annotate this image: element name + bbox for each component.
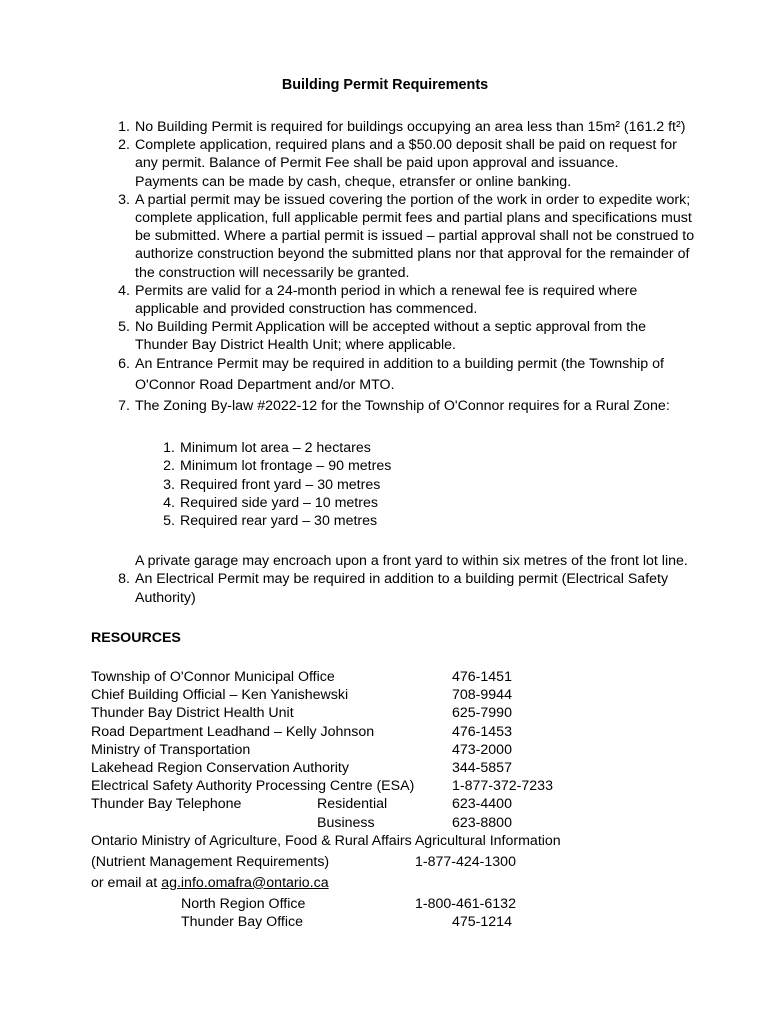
list-number: 4. <box>118 282 130 299</box>
resource-name: Chief Building Official – Ken Yanishewski <box>91 687 349 704</box>
resource-row <box>91 832 691 853</box>
resource-phone: 625-7990 <box>452 705 512 722</box>
resource-row <box>91 668 691 686</box>
list-text: A partial permit may be issued covering the portion of the work in order to expedite work; <box>135 191 691 208</box>
list-item <box>108 191 708 282</box>
list-text: applicable and provided construction has commenced. <box>135 301 478 318</box>
list-number: 1. <box>163 440 175 457</box>
zoning-note: A private garage may encroach upon a front yard to within six metres of the front lot line. <box>135 553 688 570</box>
resource-phone: 708-9944 <box>452 687 512 704</box>
resource-sublabel: North Region Office <box>181 895 306 912</box>
list-text: the construction will necessarily be granted. <box>135 264 410 281</box>
resource-name: Thunder Bay District Health Unit <box>91 705 294 722</box>
list-text: Authority) <box>135 589 196 606</box>
resource-phone: 623-4400 <box>452 796 512 813</box>
email-link[interactable]: ag.info.omafra@ontario.ca <box>161 874 329 891</box>
resource-row <box>91 759 691 777</box>
resource-row <box>91 814 691 832</box>
list-number: 7. <box>118 398 130 415</box>
list-text: Minimum lot area – 2 hectares <box>180 440 371 457</box>
resource-row <box>91 853 691 874</box>
resource-phone: 344-5857 <box>452 759 512 776</box>
list-number: 4. <box>163 494 175 511</box>
list-text: Complete application, required plans and a $50.00 deposit shall be paid on request for <box>135 137 677 154</box>
list-text: Payments can be made by cash, cheque, etransfer or online banking. <box>135 173 572 190</box>
resource-name: Thunder Bay Telephone <box>91 796 242 813</box>
resource-phone: 476-1451 <box>452 669 512 685</box>
list-text: Thunder Bay District Health Unit; where applicable. <box>135 337 456 354</box>
resource-name: Ontario Ministry of Agriculture, Food & Rural Affairs Agricultural Information <box>91 832 561 849</box>
email-line <box>91 874 329 892</box>
resource-phone: 476-1453 <box>452 723 512 740</box>
list-text: be submitted. Where a partial permit is issued – partial approval shall not be construed to <box>135 228 695 245</box>
resource-row <box>91 913 691 931</box>
list-item <box>108 318 708 354</box>
list-item <box>108 355 708 394</box>
list-text: authorize construction beyond the submitted plans nor that approval for the remainder of <box>135 246 690 263</box>
resource-row <box>91 777 691 795</box>
list-item <box>108 570 708 606</box>
list-text: Required front yard – 30 metres <box>180 476 381 493</box>
zoning-list <box>153 439 708 530</box>
resource-sublabel: Business <box>317 814 375 831</box>
resource-name: Ministry of Transportation <box>91 741 251 758</box>
list-number: 5. <box>163 513 175 530</box>
resources-heading: RESOURCES <box>91 630 181 646</box>
list-text: complete application, full applicable permit fees and partial plans and specifications must <box>135 210 692 227</box>
list-number: 8. <box>118 571 130 588</box>
list-text: O'Connor Road Department and/or MTO. <box>135 376 395 393</box>
resource-sublabel: Residential <box>317 796 388 813</box>
resource-row <box>91 741 691 759</box>
resource-sublabel: (Nutrient Management Requirements) <box>91 853 330 870</box>
resource-phone: 623-8800 <box>452 814 512 831</box>
list-item <box>153 494 708 512</box>
resource-phone: 1-877-424-1300 <box>415 853 516 870</box>
list-item <box>153 476 708 494</box>
resource-row <box>91 723 691 741</box>
page-title: Building Permit Requirements <box>281 77 489 93</box>
list-text: Permits are valid for a 24-month period in which a renewal fee is required where <box>135 282 638 299</box>
resource-row <box>91 895 691 913</box>
resource-phone: 1-877-372-7233 <box>452 778 553 795</box>
resource-phone: 475-1214 <box>452 913 512 930</box>
list-text: Required side yard – 10 metres <box>180 494 378 511</box>
resource-phone: 1-800-461-6132 <box>415 895 516 912</box>
resource-name: Road Department Leadhand – Kelly Johnson <box>91 723 375 740</box>
list-item <box>153 439 708 457</box>
resources-list <box>91 668 691 931</box>
list-text: Minimum lot frontage – 90 metres <box>180 458 392 475</box>
list-item <box>108 118 708 136</box>
list-number: 2. <box>118 137 130 154</box>
list-item <box>153 512 708 530</box>
list-text: An Entrance Permit may be required in addition to a building permit (the Township of <box>135 355 664 372</box>
list-item <box>108 136 708 191</box>
email-prefix: or email at <box>91 874 162 891</box>
resource-row <box>91 686 691 704</box>
list-text: The Zoning By-law #2022-12 for the Township of O'Connor requires for a Rural Zone: <box>135 398 670 415</box>
resource-phone: 473-2000 <box>452 741 512 758</box>
list-text: No Building Permit is required for buildings occupying an area less than 15m² (161.2 ft²) <box>135 119 686 135</box>
list-number: 2. <box>163 458 175 475</box>
resource-row <box>91 795 691 813</box>
list-number: 6. <box>118 355 130 372</box>
list-item <box>108 282 708 318</box>
list-text: Required rear yard – 30 metres <box>180 513 378 530</box>
list-text: An Electrical Permit may be required in addition to a building permit (Electrical Safety <box>135 571 669 588</box>
requirements-list <box>108 118 708 607</box>
list-number: 3. <box>163 476 175 493</box>
resource-row <box>91 874 691 895</box>
resource-row <box>91 704 691 722</box>
resource-name: Township of O'Connor Municipal Office <box>91 669 335 685</box>
list-item <box>108 397 708 415</box>
list-text: No Building Permit Application will be accepted without a septic approval from the <box>135 319 647 336</box>
list-number: 5. <box>118 319 130 336</box>
list-text: any permit. Balance of Permit Fee shall be paid upon approval and issuance. <box>135 155 619 172</box>
list-item <box>153 457 708 475</box>
resource-name: Electrical Safety Authority Processing Centre (ESA) <box>91 778 415 795</box>
resource-name: Lakehead Region Conservation Authority <box>91 759 349 776</box>
list-number: 1. <box>118 119 130 135</box>
resource-sublabel: Thunder Bay Office <box>181 913 303 930</box>
list-number: 3. <box>118 191 130 208</box>
